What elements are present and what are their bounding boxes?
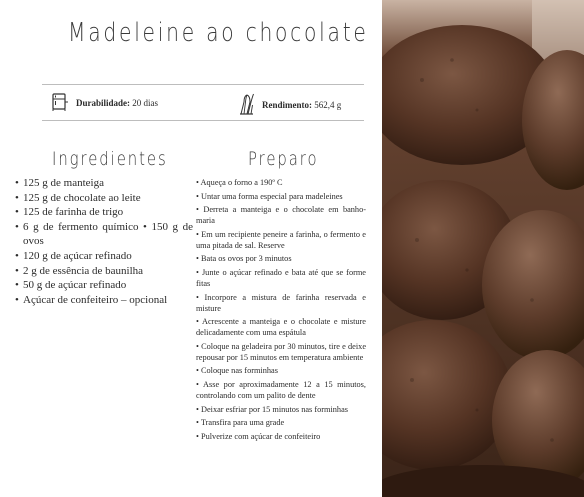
refrigerator-icon xyxy=(50,92,70,114)
madeleines-photo xyxy=(382,0,584,497)
durability-value: 20 dias xyxy=(132,98,159,108)
ingredient-item: • 50 g de açúcar refinado xyxy=(15,278,193,293)
preparo-step: • Derreta a manteiga e o chocolate em banho-maria xyxy=(196,204,366,226)
ingredient-item: • 6 g de fermento químico • 150 g de ovos xyxy=(15,220,193,249)
preparo-step: • Coloque na geladeira por 30 minutos, tire e deixe repousar por 15 minutos em temperatura ambiente xyxy=(196,341,366,363)
durability-info xyxy=(50,92,158,114)
ingredient-item: • 125 de farinha de trigo xyxy=(15,205,193,220)
preparo-step: • Coloque nas forminhas xyxy=(196,365,366,376)
durability-label: Durabilidade: xyxy=(76,98,131,108)
ingredients-heading: Ingredientes xyxy=(52,148,168,170)
yield-value: 562,4 g xyxy=(314,100,342,110)
preparo-step: • Acrescente a manteiga e o chocolate e misture delicadamente com uma espátula xyxy=(196,316,366,338)
preparo-step: • Incorpore a mistura de farinha reservada e misture xyxy=(196,292,366,314)
recipe-title: Madeleine ao chocolate xyxy=(68,18,369,48)
yield-info xyxy=(238,92,341,118)
madeleines-photo-drawing xyxy=(382,0,584,497)
preparo-step: • Junte o açúcar refinado e bata até que se forme fitas xyxy=(196,267,366,289)
yield-label: Rendimento: xyxy=(262,100,312,110)
preparo-step: • Transfira para uma grade xyxy=(196,417,366,428)
ingredient-item: • 2 g de essência de baunilha xyxy=(15,264,193,279)
top-divider xyxy=(42,84,364,85)
bottom-divider xyxy=(42,120,364,121)
ingredient-item: • Açúcar de confeiteiro – opcional xyxy=(15,293,193,308)
preparo-step: • Bata os ovos por 3 minutos xyxy=(196,253,366,264)
ingredient-item: • 125 g de manteiga xyxy=(15,176,193,191)
preparo-step: • Pulverize com açúcar de confeiteiro xyxy=(196,431,366,442)
ingredients-list xyxy=(15,176,193,307)
preparo-steps xyxy=(196,177,366,444)
ingredient-item: • 125 g de chocolate ao leite xyxy=(15,191,193,206)
preparo-step: • Em um recipiente peneire a farinha, o fermento e uma pitada de sal. Reserve xyxy=(196,229,366,251)
preparo-step: • Asse por aproximadamente 12 a 15 minutos, controlando com um palito de dente xyxy=(196,379,366,401)
preparo-step: • Deixar esfriar por 15 minutos nas forminhas xyxy=(196,404,366,415)
preparo-heading: Preparo xyxy=(248,148,319,170)
preparo-step: • Untar uma forma especial para madeleines xyxy=(196,191,366,202)
preparo-step: • Aqueça o forno a 190º C xyxy=(196,177,366,188)
ingredient-item: • 120 g de açúcar refinado xyxy=(15,249,193,264)
whisk-icon xyxy=(238,92,256,118)
